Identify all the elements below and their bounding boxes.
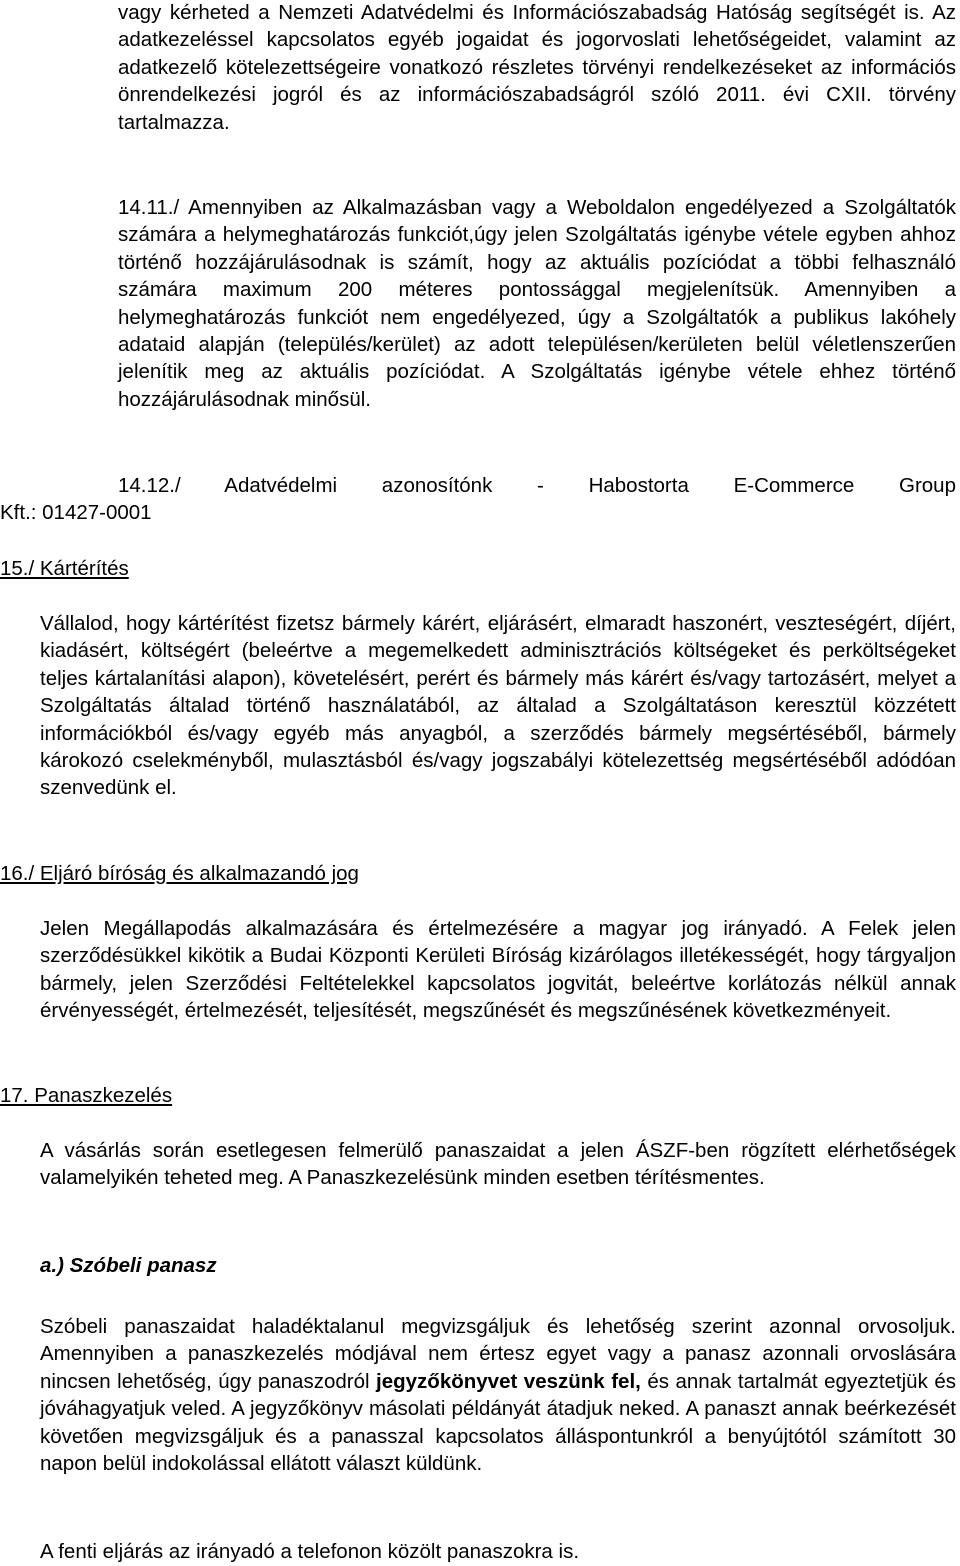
section-14-12-line: 14.12./ Adatvédelmi azonosítónk - Habostorta E-Commerce Group (118, 474, 956, 497)
section-17a-closing: A fenti eljárás az irányadó a telefonon közölt panaszokra is. (40, 1540, 580, 1563)
section-17a-heading: a.) Szóbeli panasz (40, 1254, 217, 1277)
section-15-paragraph: Vállalod, hogy kártérítést fizetsz bármely kárért, eljárásért, elmaradt haszonért, veszteségért, díjért, kiadásért, költségért (beleértve a megemelkedett adminisztrációs költségeket és perköltségeket teljes kártalanítási alapon), követelésért, perért és bármely más kárért és/vagy tartozásért, melyet a Szolgáltatás általad történő használatából, az általad a Szolgáltatáson keresztül közzétett információkból és/vagy egyéb más anyagból, a szerződés bármely megsértéséből, bármely károkozó cselekményből, mulasztásból és/vagy jogszabályi kötelezettség megsértéséből adódóan szenvedünk el. (40, 612, 956, 800)
section-16-paragraph: Jelen Megállapodás alkalmazására és értelmezésére a magyar jog irányadó. A Felek jelen szerződésükkel kikötik a Budai Központi Kerületi Bíróság kizárólagos illetékességét, hogy tárgyaljon bármely, jelen Szerződési Feltételekkel kapcsolatos jogvitát, beleértve korlátozás nélkül annak érvényességét, értelmezését, teljesítését, megszűnését és megszűnésének következményeit. (40, 917, 956, 1023)
section-14-11-paragraph: 14.11./ Amennyiben az Alkalmazásban vagy a Weboldalon engedélyezed a Szolgáltatók számára a helymeghatározás funkciót,úgy jelen Szolgáltatás igénybe vétele egyben ahhoz történő hozzájárulásodnak is számít, hogy az aktuális pozíciódat a többi felhasználó számára maximum 200 méteres pontossággal megjelenítsük. Amennyiben a helymeghatározás funkciót nem engedélyezed, úgy a Szolgáltatók a publikus lakóhely adataid alapján (település/kerület) az adott településen/kerületen belül véletlenszerűen jelenítik meg az aktuális pozíciódat. A Szolgáltatás igénybe vétele ehhez történő hozzájárulásodnak minősül. (118, 196, 956, 411)
section-15-heading: 15./ Kártérítés (0, 557, 129, 580)
section-17a-text-start: Szóbeli panaszaidat haladéktalanul megvizsgáljuk és lehetőség szerint azonnal orvosoljuk. Amennyiben a panaszkezelés módjával nem értesz egyet vagy a panasz azonnali orvoslására nincsen lehetőség, úgy panaszodról (40, 1315, 956, 1393)
section-17-paragraph: A vásárlás során esetlegesen felmerülő panaszaidat a jelen ÁSZF-ben rögzített elérhetőségek valamelyikén teheted meg. A Panaszkezelésünk minden esetben térítésmentes. (40, 1139, 956, 1190)
section-17-heading: 17. Panaszkezelés (0, 1084, 173, 1107)
section-14-12-company-id: Kft.: 01427-0001 (0, 501, 152, 524)
section-17a-text-end: és annak tartalmát egyeztetjük és jóváhagyatjuk veled. A jegyzőkönyv másolati példányát átadjuk neked. A panaszt annak beérkezését követően megvizsgáljuk és a panasszal kapcsolatos álláspontunkról a benyújtótól számított 30 napon belül indokolással ellátott választ küldünk. (40, 1369, 956, 1476)
section-17a-paragraph (40, 1313, 956, 1477)
section-17a-bold-phrase: jegyzőkönyvet veszünk fel, (376, 1369, 641, 1393)
section-16-heading: 16./ Eljáró bíróság és alkalmazandó jog (0, 862, 359, 885)
section-14-10-continuation: vagy kérheted a Nemzeti Adatvédelmi és Információszabadság Hatóság segítségét is. Az adatkezeléssel kapcsolatos egyéb jogaidat és jogorvoslati lehetőségeidet, valamint az adatkezelő kötelezettségeire vonatkozó részletes törvényi rendelkezéseket az információs önrendelkezési jogról és az információszabadságról szóló 2011. évi CXII. törvény tartalmazza. (118, 1, 956, 134)
